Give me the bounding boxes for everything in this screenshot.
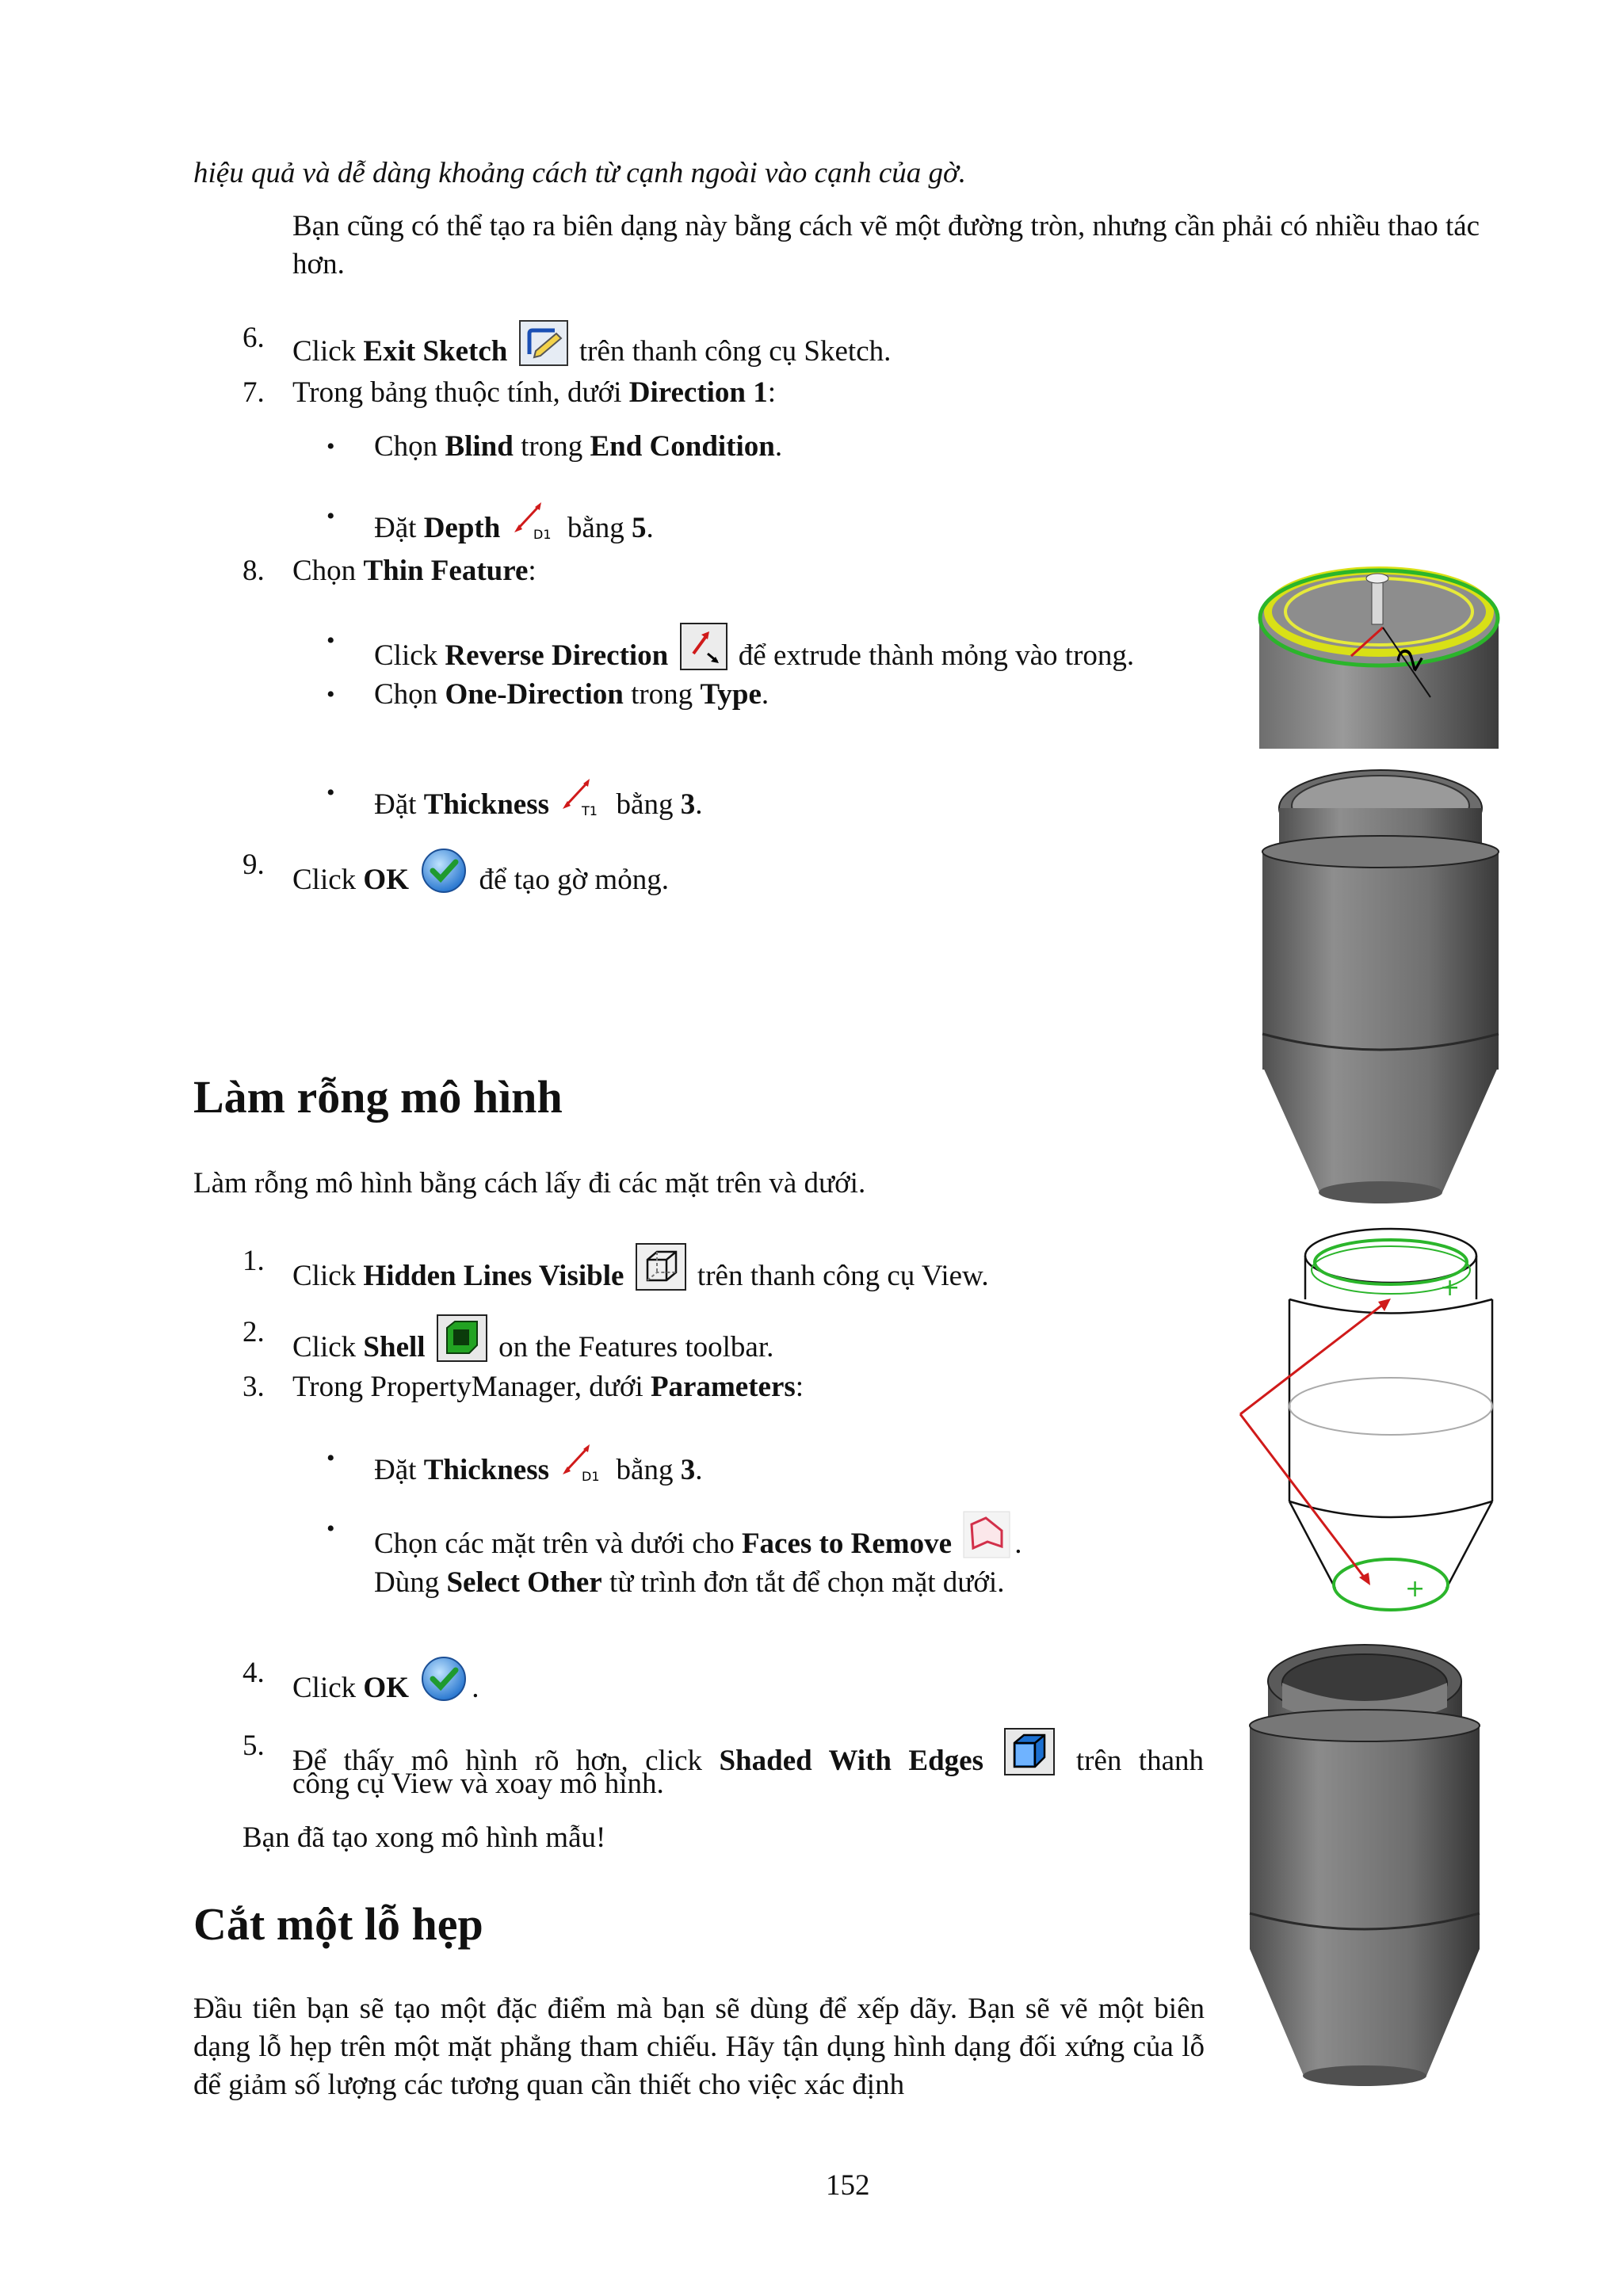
step-7: Trong bảng thuộc tính, dưới Direction 1: xyxy=(292,376,777,409)
section1-intro: Làm rỗng mô hình bằng cách lấy đi các mặt trên và dưới. xyxy=(193,1167,866,1199)
section2-paragraph: Đầu tiên bạn sẽ tạo một đặc điểm mà bạn sẽ dùng để xếp dãy. Bạn sẽ vẽ một biên dạng lỗ hẹp trên một mặt phẳng tham chiếu. Hãy tận dụng hình dạng đối xứng của lỗ để giảm số lượng các tương quan cần thiết cho việc xác định xyxy=(193,1993,1205,2101)
ok-checkmark-icon xyxy=(419,846,468,906)
section-title-hollow-model: Làm rỗng mô hình xyxy=(193,1071,563,1123)
done-text: Bạn đã tạo xong mô hình mẫu! xyxy=(242,1821,606,1854)
step-parameters: Trong PropertyManager, dưới Parameters: xyxy=(292,1371,804,1403)
step-ok: Click OK . xyxy=(292,1654,479,1714)
step-shell: Click Shell on the Features toolbar. xyxy=(292,1314,773,1373)
bullet-blind: Chọn Blind trong End Condition. xyxy=(374,430,783,463)
figure-thin-boss-result xyxy=(1256,765,1506,1208)
faces-to-remove-icon xyxy=(962,1510,1011,1569)
shaded-with-edges-icon xyxy=(1003,1727,1056,1787)
step-number: 9. xyxy=(242,849,265,881)
step-number: 2. xyxy=(242,1316,265,1348)
svg-text:2: 2 xyxy=(1389,641,1432,677)
bullet: • xyxy=(327,627,335,654)
step-shaded-line2: công cụ View và xoay mô hình. xyxy=(292,1768,664,1800)
svg-text:+: + xyxy=(1440,1274,1461,1302)
bullet-depth: Đặt Depth D1 bằng 5. xyxy=(374,498,654,554)
figure-hidden-lines-selection xyxy=(1232,1224,1514,1624)
bullet-thickness-1: Đặt Thickness T1 bằng 3. xyxy=(374,774,702,830)
hidden-lines-visible-icon xyxy=(635,1242,687,1302)
section-title-narrow-slot: Cắt một lỗ hẹp xyxy=(193,1898,483,1950)
thickness-icon-label: T1 xyxy=(582,803,598,818)
step-number: 7. xyxy=(242,376,265,409)
thickness-icon xyxy=(559,774,605,830)
reverse-direction-icon xyxy=(679,622,728,681)
intro-italic-line: hiệu quả và dễ dàng khoảng cách từ cạnh ngoài vào cạnh của gờ. xyxy=(193,157,966,189)
bullet: • xyxy=(327,503,335,529)
svg-text:+: + xyxy=(1405,1575,1426,1603)
bullet: • xyxy=(327,681,335,707)
bullet-reverse-direction: Click Reverse Direction để extrude thành mỏng vào trong. xyxy=(374,622,1134,681)
step-number: 4. xyxy=(242,1657,265,1689)
depth-icon-label: D1 xyxy=(533,527,552,542)
step-number: 8. xyxy=(242,555,265,587)
bullet-thickness-2: Đặt Thickness D1 bằng 3. xyxy=(374,1440,702,1496)
bullet: • xyxy=(327,1445,335,1471)
step-9: Click OK để tạo gờ mỏng. xyxy=(292,846,669,906)
exit-sketch-icon xyxy=(518,319,569,377)
thickness-d1-icon xyxy=(559,1440,605,1496)
step-number: 1. xyxy=(242,1245,265,1277)
step-8: Chọn Thin Feature: xyxy=(292,555,537,587)
thickness-d1-icon-label: D1 xyxy=(582,1469,600,1484)
step-shaded-with-edges: Để thấy mô hình rõ hơn, click Shaded With Edges trên thanh xyxy=(292,1727,1204,1787)
bullet-one-direction: Chọn One-Direction trong Type. xyxy=(374,678,769,711)
shell-icon xyxy=(436,1314,488,1373)
step-number: 3. xyxy=(242,1371,265,1403)
bullet: • xyxy=(327,780,335,806)
bullet-faces-to-remove: Chọn các mặt trên và dưới cho Faces to Remove . xyxy=(374,1510,1022,1569)
figure-thin-feature-preview xyxy=(1256,555,1502,753)
bullet: • xyxy=(327,1516,335,1542)
ok-checkmark-icon xyxy=(419,1654,468,1714)
bullet: • xyxy=(327,433,335,460)
select-other-note: Dùng Select Other từ trình đơn tắt để chọn mặt dưới. xyxy=(374,1566,1005,1599)
intro-note: Bạn cũng có thể tạo ra biên dạng này bằng cách vẽ một đường tròn, nhưng cần phải có nhiều thao tác hơn. xyxy=(292,210,1480,280)
step-number: 5. xyxy=(242,1730,265,1762)
figure-shaded-hollow-model xyxy=(1232,1632,1498,2092)
step-hidden-lines: Click Hidden Lines Visible trên thanh công cụ View. xyxy=(292,1242,989,1302)
depth-icon xyxy=(511,498,557,554)
step-number: 6. xyxy=(242,322,265,354)
page-number: 152 xyxy=(826,2169,870,2202)
step-6: Click Exit Sketch trên thanh công cụ Sketch. xyxy=(292,319,891,377)
